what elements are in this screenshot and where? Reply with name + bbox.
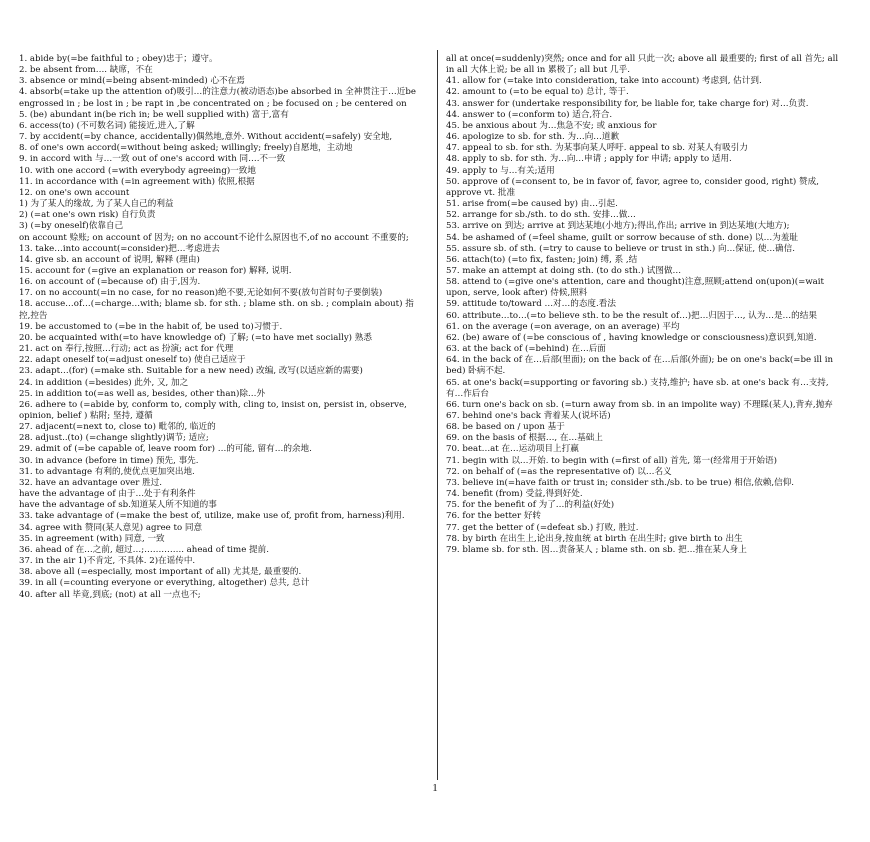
entry-item: 39. in all (=counting everyone or everything, altogether) 总共, 总计 xyxy=(19,578,310,589)
entry-item: 25. in addition to(=as well as, besides, other than)除…外 xyxy=(19,388,266,399)
entry-item: 8. of one's own accord(=without being asked; willingly; freely)自愿地，主动地 xyxy=(19,143,353,154)
entry-item: 7. by accident(=by chance, accidentally)偶然地,意外. Without accident(=safely) 安全地, xyxy=(19,132,393,143)
entry-item: on account 赊账; on account of 因为; on no account不论什么原因也不,of no account 不重要的; xyxy=(19,232,409,243)
entry-item: 20. be acquainted with(=to have knowledge of) 了解; (=to have met socially) 熟悉 xyxy=(19,332,372,343)
entry-item: 13. take…into account(=consider)把…考虑进去 xyxy=(19,243,220,254)
column-divider xyxy=(437,50,438,780)
entry-item: 3) (=by oneself)依靠自己 xyxy=(19,221,124,232)
entry-item: 33. take advantage of (=make the best of, utilize, make use of, profit from, harness)利用. xyxy=(19,511,405,522)
entry-item: 47. appeal to sb. for sth. 为某事向某人呼吁. appeal to sb. 对某人有吸引力 xyxy=(446,143,748,154)
entry-item: 45. be anxious about 为…焦急不安; 或 anxious for xyxy=(446,120,657,131)
entry-item: 16. on account of (=because of) 由于,因为. xyxy=(19,277,201,288)
entry-item: 50. approve of (=consent to, be in favor of, favor, agree to, consider good, right) 赞成, approve vt. 批准 xyxy=(446,176,819,198)
entry-item: 49. apply to 与…有关;适用 xyxy=(446,165,555,176)
entry-item: 42. amount to (=to be equal to) 总计, 等于. xyxy=(446,87,629,98)
entry-item: 10. with one accord (=with everybody agreeing)一致地 xyxy=(19,165,256,176)
entry-item: 75. for the benefit of 为了…的利益(好处) xyxy=(446,500,615,511)
entry-item: 30. in advance (before in time) 预先, 事先. xyxy=(19,455,199,466)
entry-item: 66. turn one's back on sb. (=turn away from sb. in an impolite way) 不理睬(某人),背弃,抛弃 xyxy=(446,399,833,410)
entry-item: 70. beat…at 在…运动项目上打赢 xyxy=(446,444,579,455)
entry-item: 34. agree with 赞同(某人意见) agree to 同意 xyxy=(19,522,203,533)
entry-item: 32. have an advantage over 胜过. xyxy=(19,477,163,488)
entry-item: 78. by birth 在出生上,论出身,按血统 at birth 在出生时; give birth to 出生 xyxy=(446,533,743,544)
entry-item: 1. abide by(=be faithful to ; obey)忠于；遵守。 xyxy=(19,54,218,64)
entry-item: 23. adapt…(for) (=make sth. Suitable for a new need) 改编, 改写(以适应新的需要) xyxy=(19,366,363,377)
entry-item: have the advantage of 由于…处于有利条件 xyxy=(19,489,196,500)
entry-item: 18. accuse…of…(=charge…with; blame sb. for sth. ; blame sth. on sb. ; complain about) 指控,控告 xyxy=(19,299,414,321)
entry-item: 43. answer for (undertake responsibility for, be liable for, take charge for) 对…负责. xyxy=(446,98,809,109)
entry-item: 71. begin with 以…开始. to begin with (=first of all) 首先, 第一(经常用于开始语) xyxy=(446,455,777,466)
entry-item: 27. adjacent(=next to, close to) 毗邻的, 临近的 xyxy=(19,422,216,433)
left-column xyxy=(19,54,421,601)
entry-item: 63. at the back of (=behind) 在…后面 xyxy=(446,344,606,355)
entry-item: 46. apologize to sb. for sth. 为…向…道歉 xyxy=(446,132,620,143)
entry-item: 48. apply to sb. for sth. 为…向…申请 ; apply for 申请; apply to 适用. xyxy=(446,154,732,165)
entry-item: 60. attribute…to…(=to believe sth. to be the result of…)把…归因于…, 认为…是…的结果 xyxy=(446,310,817,321)
entry-item: 36. ahead of 在…之前, 超过…;………….. ahead of time 提前. xyxy=(19,544,269,555)
entry-item: 9. in accord with 与…一致 out of one's accord with 同….不一致 xyxy=(19,154,286,165)
entry-item: 59. attitude to/toward …对…的态度.看法 xyxy=(446,299,616,310)
entry-item: 22. adapt oneself to(=adjust oneself to) 使自己适应于 xyxy=(19,355,246,366)
right-column xyxy=(446,54,848,556)
entry-item: have the advantage of sb.知道某人所不知道的事 xyxy=(19,500,217,511)
entry-item: 54. be ashamed of (=feel shame, guilt or sorrow because of sth. done) 以…为羞耻 xyxy=(446,232,798,243)
entry-item: 55. assure sb. of sth. (=try to cause to believe or trust in sth.) 向…保证, 使…确信. xyxy=(446,243,795,254)
entry-item: 67. behind one's back 背着某人(说坏话) xyxy=(446,411,611,421)
entry-item: 74. benefit (from) 受益,得到好处. xyxy=(446,489,583,500)
entry-item: 56. attach(to) (=to fix, fasten; join) 缚, 系 ,结 xyxy=(446,254,638,265)
entry-item: 69. on the basis of 根据…, 在…基础上 xyxy=(446,433,603,444)
entry-item: 76. for the better 好转 xyxy=(446,511,542,522)
entry-item: 51. arise from(=be caused by) 由…引起. xyxy=(446,199,618,210)
entry-item: 11. in accordance with (=in agreement with) 依照,根据 xyxy=(19,176,255,187)
entry-item: 41. allow for (=take into consideration, take into account) 考虑到, 估计到. xyxy=(446,76,762,87)
entry-item: 3. absence or mind(=being absent-minded) 心不在焉 xyxy=(19,76,245,87)
entry-item: 72. on behalf of (=as the representative of) 以…名义 xyxy=(446,466,672,477)
entry-item: 57. make an attempt at doing sth. (to do sth.) 试图做… xyxy=(446,265,682,276)
entry-item: 61. on the average (=on average, on an average) 平均 xyxy=(446,321,680,332)
entry-item: 52. arrange for sb./sth. to do sth. 安排…做… xyxy=(446,210,636,221)
entry-item: 62. (be) aware of (=be conscious of , having knowledge or consciousness)意识到,知道. xyxy=(446,332,817,343)
entry-item: 5. (be) abundant in(be rich in; be well supplied with) 富于,富有 xyxy=(19,109,289,120)
entry-item: 14. give sb. an account of 说明, 解释 (理由) xyxy=(19,254,200,265)
entry-item: 28. adjust..(to) (=change slightly)调节; 适应; xyxy=(19,433,209,444)
entry-item: 12. on one's own account xyxy=(19,187,130,198)
entry-item: 40. after all 毕竟,到底; (not) at all 一点也不; xyxy=(19,589,201,600)
entry-item: 17. on no account(=in no case, for no reason)绝不要,无论如何不要(放句首时句子要倒装) xyxy=(19,288,383,299)
entry-item: 58. attend to (=give one's attention, care and thought)注意,照顾;attend on(upon)(=wait upon, serve, look after) 侍候,照料 xyxy=(446,277,825,299)
entry-item: 64. in the back of 在…后部(里面); on the back of 在…后部(外面); be on one's back(=be ill in bed) 卧病不起. xyxy=(446,355,834,377)
entry-item: 35. in agreement (with) 同意, 一致 xyxy=(19,533,165,544)
entry-item: 2) (=at one's own risk) 自行负责 xyxy=(19,210,156,221)
entry-item: 6. access(to) (不可数名词) 能接近,进入,了解 xyxy=(19,120,195,131)
entry-item: 29. admit of (=be capable of, leave room for) …的可能, 留有…的余地. xyxy=(19,444,312,455)
entry-item: 73. believe in(=have faith or trust in; consider sth./sb. to be true) 相信,依赖,信仰. xyxy=(446,477,795,488)
entry-item: 37. in the air 1)不肯定, 不具体. 2)在谣传中. xyxy=(19,556,196,567)
entry-item: 79. blame sb. for sth. 因…责备某人 ; blame sth. on sb. 把…推在某人身上 xyxy=(446,544,747,555)
entry-item: 4. absorb(=take up the attention of)吸引…的注意力(被动语态)be absorbed in 全神贯注于…近be engrossed in ; be lost in ; be rapt in ,be concentrated on ; be focused on ; be centered on xyxy=(19,87,416,109)
entry-item: 24. in addition (=besides) 此外, 又, 加之 xyxy=(19,377,189,388)
entry-item: 38. above all (=especially, most important of all) 尤其是, 最重要的. xyxy=(19,567,302,578)
entry-item: 31. to advantage 有利的,使优点更加突出地. xyxy=(19,466,195,477)
page-number: 1 xyxy=(432,782,438,794)
entry-item: 2. be absent from…. 缺席，不在 xyxy=(19,65,153,76)
entry-item: 1) 为了某人的缘故, 为了某人自己的利益 xyxy=(19,199,174,210)
entry-item: 68. be based on / upon 基于 xyxy=(446,422,565,433)
entry-item: 53. arrive on 到达; arrive at 到达某地(小地方);得出,作出; arrive in 到达某地(大地方); xyxy=(446,221,790,232)
entry-item: 44. answer to (=conform to) 适合,符合. xyxy=(446,109,613,120)
entry-item: 65. at one's back(=supporting or favoring sb.) 支持,维护; have sb. at one's back 有…支持, 有…作后台 xyxy=(446,377,829,399)
entry-item: 19. be accustomed to (=be in the habit of, be used to)习惯于. xyxy=(19,321,283,332)
entry-item: 26. adhere to (=abide by, conform to, comply with, cling to, insist on, persist in, observe, opinion, belief ) 粘附; 坚持, 遵循 xyxy=(19,399,407,421)
entry-item: 15. account for (=give an explanation or reason for) 解释, 说明. xyxy=(19,265,292,276)
entry-item: 77. get the better of (=defeat sb.) 打败, 胜过. xyxy=(446,522,639,533)
entry-item: all at once(=suddenly)突然; once and for all 只此一次; above all 最重要的; first of all 首先; all in all 大体上说; be all in 累极了; all but 几乎. xyxy=(446,54,839,76)
entry-item: 21. act on 奉行,按照…行动; act as 扮演; act for 代理 xyxy=(19,344,234,355)
